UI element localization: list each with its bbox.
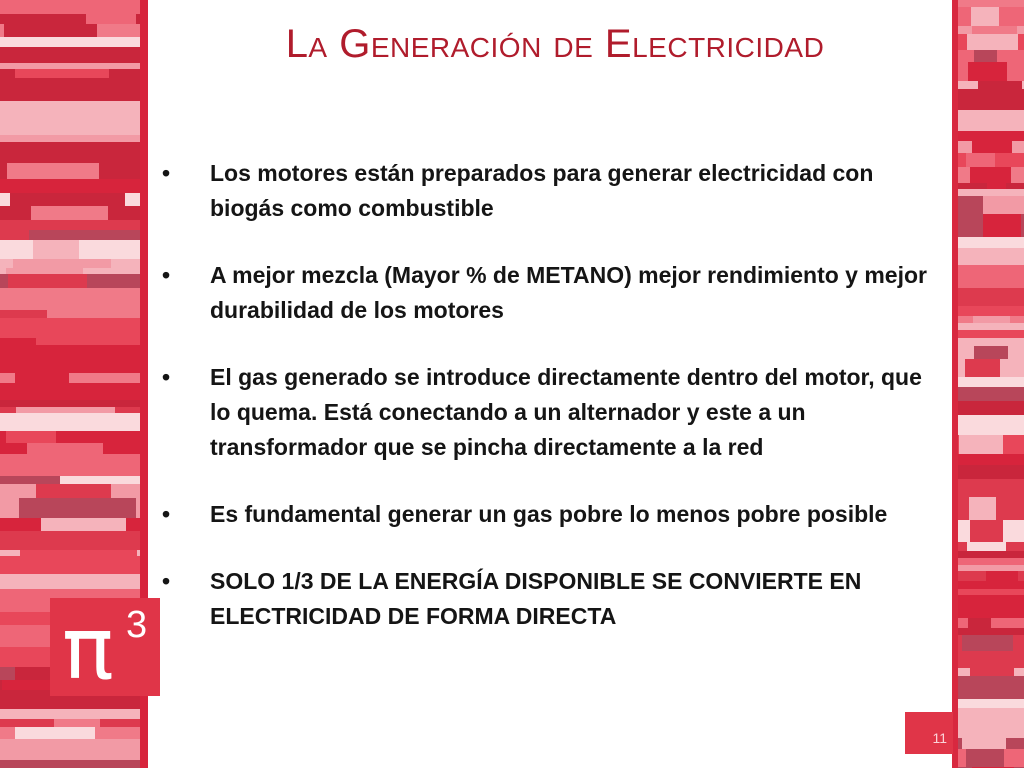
stripe-block: [958, 728, 1009, 738]
bullet-item-5: • SOLO 1/3 DE LA ENERGÍA DISPONIBLE SE CONVIERTE EN ELECTRICIDAD DE FORMA DIRECTA: [160, 564, 940, 634]
stripe-band: [958, 558, 1024, 565]
stripe-band: [958, 699, 1024, 708]
stripe-block: [36, 484, 111, 498]
stripe-band: [0, 454, 148, 476]
stripe-block: [962, 738, 1006, 749]
stripe-block: [15, 727, 95, 739]
stripe-band: [958, 131, 1024, 141]
stripe-block: [970, 668, 1014, 676]
stripe-band: [0, 413, 148, 431]
stripe-band: [0, 78, 148, 101]
pi-symbol: π: [62, 599, 114, 699]
stripe-block: [965, 454, 1008, 465]
stripe-block: [13, 259, 111, 268]
stripe-block: [970, 520, 1003, 542]
stripe-block: [972, 141, 1012, 153]
bullet-item-4: • Es fundamental generar un gas pobre lo menos pobre posible: [160, 497, 940, 532]
right-decorative-stripes: [958, 0, 1024, 768]
stripe-block: [8, 274, 87, 288]
stripe-block: [29, 230, 145, 240]
bullet-item-3: • El gas generado se introduce directamente dentro del motor, que lo quema. Está conectando a un alternador y este a un transformador que se pincha directamente a la red: [160, 360, 940, 465]
logo-exponent: 3: [126, 604, 148, 646]
pi-cubed-logo: [50, 598, 160, 699]
stripe-band: [0, 288, 148, 310]
stripe-block: [969, 581, 1017, 589]
stripe-block: [4, 24, 97, 37]
stripe-band: [958, 401, 1024, 415]
stripe-band: [958, 265, 1024, 288]
stripe-band: [958, 415, 1024, 435]
stripe-band: [958, 110, 1024, 131]
stripe-block: [967, 34, 1018, 50]
stripe-block: [54, 719, 100, 727]
stripe-block: [986, 571, 1018, 581]
stripe-band: [0, 47, 148, 63]
stripe-block: [19, 498, 136, 518]
stripe-band: [0, 318, 148, 338]
stripe-band: [0, 739, 148, 760]
stripe-block: [958, 196, 983, 214]
stripe-block: [33, 240, 79, 259]
stripe-block: [994, 465, 1014, 479]
stripe-band: [958, 330, 1024, 338]
stripe-band: [0, 37, 148, 47]
stripe-band: [0, 345, 148, 359]
bullet-item-2: • A mejor mezcla (Mayor % de METANO) mejor rendimiento y mejor durabilidad de los motores: [160, 258, 940, 328]
stripe-band: [958, 189, 1024, 196]
stripe-block: [967, 542, 1006, 551]
stripe-block: [966, 749, 1004, 767]
stripe-band: [0, 220, 148, 230]
stripe-block: [31, 206, 108, 220]
stripe-band: [0, 556, 148, 574]
stripe-band: [958, 595, 1024, 618]
bullet-list: [160, 156, 940, 666]
stripe-block: [978, 81, 1022, 89]
stripe-block: [970, 167, 1011, 183]
stripe-band: [0, 760, 148, 768]
stripe-block: [62, 531, 139, 550]
stripe-band: [958, 676, 1024, 699]
stripe-band: [0, 0, 148, 14]
stripe-block: [973, 316, 1010, 323]
stripe-block: [47, 310, 140, 318]
stripe-band: [0, 101, 148, 116]
stripe-block: [962, 635, 1013, 651]
stripe-band: [958, 0, 1024, 7]
stripe-band: [0, 574, 148, 589]
stripe-band: [958, 306, 1024, 316]
stripe-block: [15, 373, 69, 383]
page-number-badge: [905, 712, 953, 754]
page-number: 11: [932, 730, 947, 746]
stripe-block: [7, 163, 99, 179]
stripe-band: [958, 377, 1024, 387]
stripe-band: [0, 383, 148, 400]
stripe-block: [972, 26, 1017, 34]
stripe-band: [0, 400, 148, 407]
stripe-block: [968, 62, 1007, 81]
stripe-band: [958, 465, 1024, 479]
stripe-block: [974, 50, 997, 62]
stripe-block: [966, 153, 995, 167]
stripe-block: [10, 193, 125, 206]
stripe-block: [15, 69, 109, 78]
stripe-block: [6, 431, 56, 443]
stripe-block: [959, 435, 1003, 454]
stripe-block: [983, 214, 1021, 237]
stripe-band: [958, 89, 1024, 110]
stripe-band: [958, 387, 1024, 401]
stripe-band: [0, 142, 148, 163]
stripe-block: [968, 618, 991, 628]
slide-title: La Generación de Electricidad: [285, 22, 825, 66]
bullet-item-1: • Los motores están preparados para generar electricidad con biogás como combustible: [160, 156, 940, 226]
stripe-band: [958, 628, 1024, 635]
stripe-band: [958, 237, 1024, 248]
stripe-block: [60, 476, 141, 484]
stripe-band: [0, 179, 148, 193]
stripe-band: [958, 288, 1024, 306]
stripe-block: [965, 359, 1000, 377]
stripe-band: [958, 551, 1024, 558]
stripe-block: [971, 7, 999, 26]
stripe-band: [958, 479, 1024, 497]
stripe-block: [974, 346, 1008, 359]
stripe-band: [958, 323, 1024, 330]
stripe-block: [27, 443, 103, 454]
stripe-block: [969, 497, 996, 520]
stripe-band: [958, 651, 1024, 668]
stripe-band: [958, 708, 1024, 728]
right-divider-bar: [952, 0, 958, 768]
stripe-block: [36, 338, 141, 345]
stripe-band: [958, 248, 1024, 265]
stripe-block: [86, 14, 136, 24]
stripe-band: [0, 135, 148, 142]
stripe-block: [41, 518, 126, 531]
stripe-band: [958, 338, 1024, 346]
stripe-band: [0, 359, 148, 373]
stripe-band: [0, 709, 148, 719]
stripe-band: [0, 116, 148, 135]
